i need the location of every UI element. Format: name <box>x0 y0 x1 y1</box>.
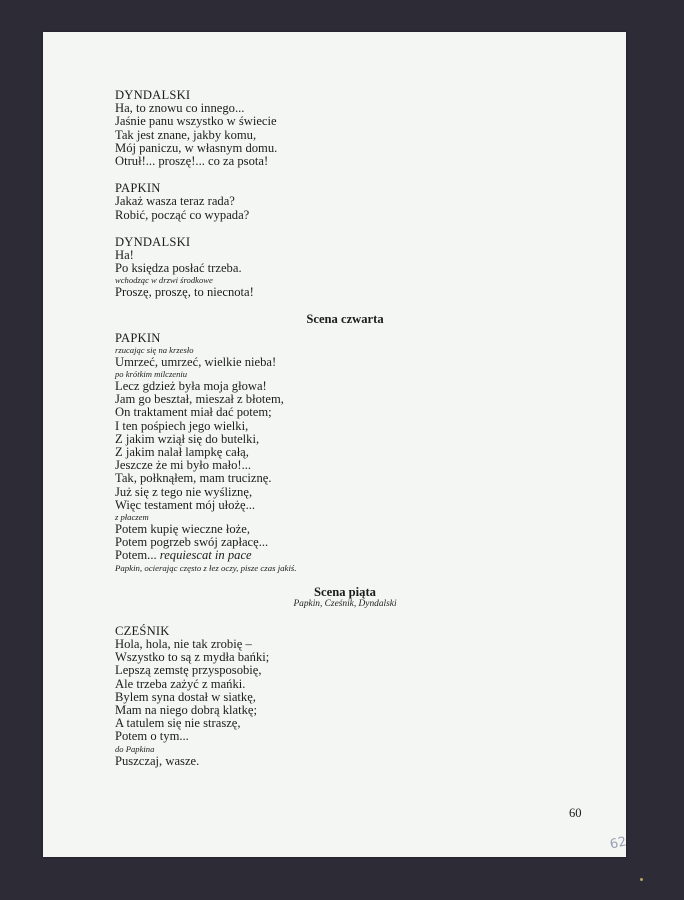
verse-line: Z jakim nalał lampkę całą, <box>115 445 249 460</box>
verse-line <box>115 549 575 562</box>
speaker-name: DYNDALSKI <box>115 88 191 102</box>
stage-direction: rzucając się na krzesło <box>115 344 194 355</box>
verse-line: Robić, począć co wypada? <box>115 207 250 222</box>
stage-direction: wchodząc w drzwi środkowe <box>115 275 213 286</box>
stage-direction: Papkin, ocierając często z łez oczy, pisze czas jakiś. <box>115 562 297 573</box>
verse-line: Mój paniczu, w własnym domu. <box>115 140 278 155</box>
verse-line: Z jakim wziął się do butelki, <box>115 431 260 446</box>
verse-line: Lepszą zemstę przysposobię, <box>115 663 262 678</box>
verse-line: Tak jest znane, jakby komu, <box>115 127 257 142</box>
verse-line: Jakaż wasza teraz rada? <box>115 194 235 209</box>
verse-line: Potem pogrzeb swój zapłacę... <box>115 535 269 550</box>
verse-line: Mam na niego dobrą klatkę; <box>115 702 257 717</box>
page-number: 60 <box>569 806 582 820</box>
verse-line: Wszystko to są z mydła bańki; <box>115 650 270 665</box>
verse-line: Umrzeć, umrzeć, wielkie nieba! <box>115 354 277 369</box>
verse-line: On traktament miał dać potem; <box>115 405 272 420</box>
verse-line: Tak, połknąłem, mam truciznę. <box>115 471 272 486</box>
verse-line: Jaśnie panu wszystko w świecie <box>115 114 277 129</box>
page-content <box>115 89 575 768</box>
verse-line: Więc testament mój ułożę... <box>115 497 256 512</box>
pencil-annotation: 62 <box>608 834 628 853</box>
verse-line: Ale trzeba zażyć z mańki. <box>115 676 246 691</box>
verse-line: Po księdza posłać trzeba. <box>115 261 242 276</box>
latin-phrase: requiescat in pace <box>159 548 252 563</box>
verse-line: Potem kupię wieczne łoże, <box>115 522 250 537</box>
stage-direction: po krótkim milczeniu <box>115 369 188 380</box>
speaker-name: PAPKIN <box>115 181 161 196</box>
scan-speck <box>640 878 643 881</box>
verse-line: I ten pośpiech jego wielki, <box>115 418 249 433</box>
verse-line: Już się z tego nie wyśliznę, <box>115 484 253 499</box>
verse-line: Jam go beształ, mieszał z błotem, <box>115 392 284 407</box>
verse-line: Proszę, proszę, to niecnota! <box>115 285 254 300</box>
verse-line: Ha! <box>115 248 134 263</box>
stage-direction: do Papkina <box>115 743 155 754</box>
verse-line: Otruł!... proszę!... co za psota! <box>115 154 269 169</box>
speaker-name: DYNDALSKI <box>115 234 191 249</box>
stage-direction: z płaczem <box>115 512 149 523</box>
verse-line: Puszczaj, wasze. <box>115 753 200 768</box>
verse-line: Jeszcze że mi było mało!... <box>115 458 252 473</box>
verse-line: Bylem syna dostał w siatkę, <box>115 689 256 704</box>
verse-line: Ha, to znowu co innego... <box>115 101 245 116</box>
verse-line: Lecz gdzież była moja głowa! <box>115 379 267 394</box>
speaker-name: PAPKIN <box>115 330 161 345</box>
scene-characters: Papkin, Cześnik, Dyndalski <box>293 598 397 609</box>
verse-line: A tatulem się nie straszę, <box>115 716 241 731</box>
document-page <box>43 32 626 857</box>
scene-heading: Scena czwarta <box>306 311 384 326</box>
verse-line: Potem o tym... <box>115 729 189 744</box>
speaker-name: CZEŚNIK <box>115 623 170 638</box>
verse-text: Potem... <box>115 548 160 563</box>
verse-line: Hola, hola, nie tak zrobię – <box>115 636 252 651</box>
scene-heading: Scena piąta <box>314 584 376 599</box>
